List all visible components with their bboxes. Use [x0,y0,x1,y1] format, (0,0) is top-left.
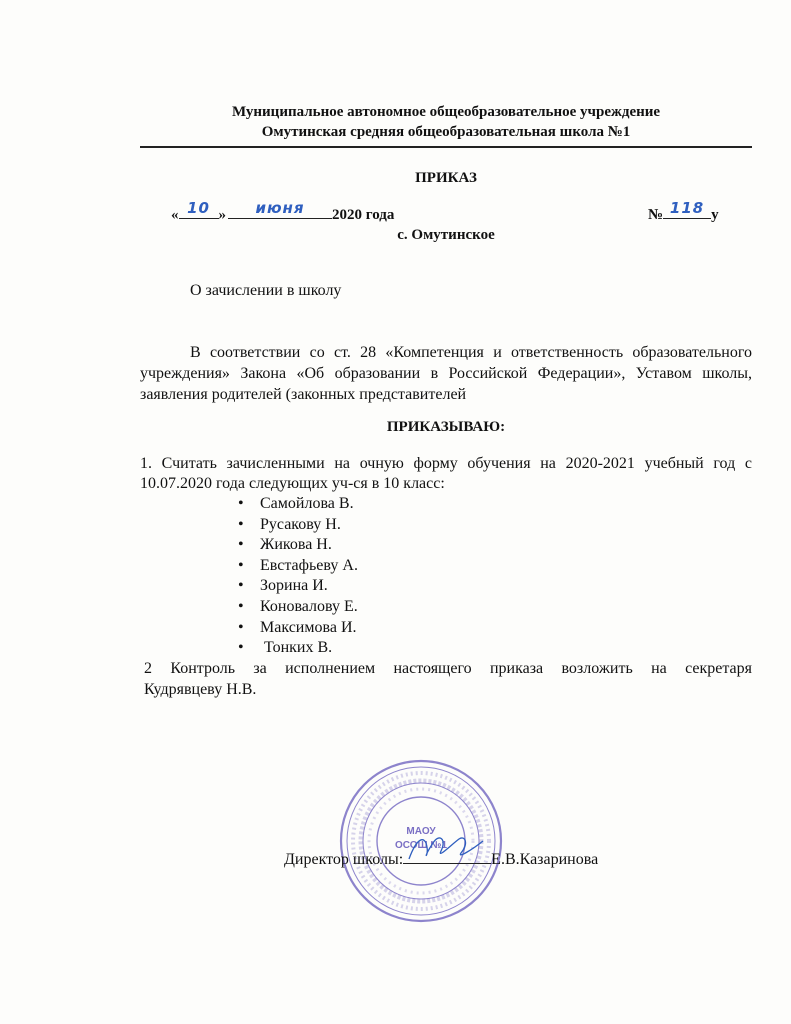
bullet-icon: • [238,639,244,657]
list-item: • Максимова И. [238,618,358,639]
signature-name: Е.В.Казаринова [491,851,599,868]
header-divider [140,146,752,148]
date-close-quote: » [218,207,226,223]
date-month-field [228,199,332,219]
seal-center-line-2: ОСОШ №1 [394,840,448,851]
number-suffix: у [711,207,719,223]
item-2-line-1: 2 Контроль за исполнением настоящего приказа возложить на секретаря [144,660,752,677]
list-item: • Жикова Н. [238,535,358,556]
order-date [171,199,395,224]
order-subject: О зачислении в школу [190,282,342,299]
bullet-icon: • [238,495,244,512]
seal-center-line-1: МАОУ [406,826,436,837]
header-school-name: Омутинская средняя общеобразовательная школа №1 [261,124,631,140]
signature-block [284,849,598,869]
bullet-icon: • [238,536,244,554]
bullet-icon: • [238,515,244,533]
bullet-icon: • [238,577,244,595]
list-item: • Тонких В. [238,638,358,659]
order-item-1: 1. Считать зачисленными на очную форму обучения на 2020-2021 учебный год с 10.07.2020 года следующих уч-ся в 10 класс: [140,455,752,492]
list-item: • Коновалову Е. [238,597,358,618]
item-2-line-2: Кудрявцеву Н.В. [144,681,257,698]
bullet-icon: • [238,618,244,636]
date-year: 2020 года [332,207,395,223]
number-handwritten: 118 [669,199,705,217]
signature-field [403,849,491,864]
order-number [648,199,719,224]
header-institution: Муниципальное автономное общеобразовательное учреждение [231,104,661,120]
list-item: • Евстафьеву А. [238,556,358,577]
order-heading: ПРИКАЗЫВАЮ: [386,419,506,435]
date-month-handwritten: июня [255,199,305,217]
document-title: ПРИКАЗ [415,170,477,186]
list-item: • Самойлова В. [238,494,358,515]
order-item-2 [144,658,752,700]
student-list [238,494,358,659]
bullet-icon: • [238,556,244,574]
date-day-handwritten: 10 [187,199,210,217]
list-item: • Русакову Н. [238,515,358,536]
number-field [663,199,711,219]
date-day-field [179,199,219,219]
preamble-paragraph: В соответствии со ст. 28 «Компетенция и ответственность образовательного учреждения» Закона «Об образовании в Российской Федерации», Уставом школы, заявления родителей (законных представителей [140,344,752,403]
signature-role: Директор школы: [284,851,404,868]
number-sign: № [648,207,664,223]
date-open-quote: « [171,207,179,223]
place-of-issue: с. Омутинское [397,227,495,243]
list-item: • Зорина И. [238,576,358,597]
handwritten-signature [403,829,491,865]
bullet-icon: • [238,597,244,615]
